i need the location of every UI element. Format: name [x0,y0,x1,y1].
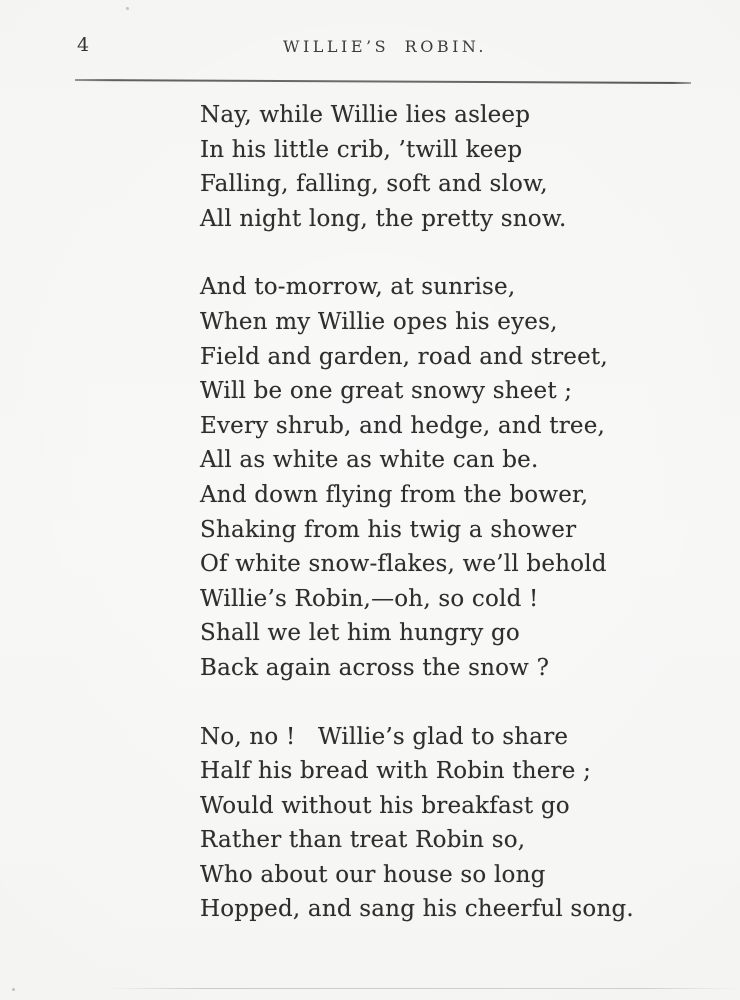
poem-line: And down flying from the bower, [200,481,589,508]
poem-line: When my Willie opes his eyes, [200,308,558,335]
poem [200,98,634,961]
poem-line: In his little crib, ’twill keep [200,136,523,163]
poem-line: No, no ! Willie’s glad to share [200,723,569,750]
scan-speckle [12,988,15,991]
poem-line: Half his bread with Robin there ; [200,758,592,785]
stanza [200,270,634,685]
poem-line: Will be one great snowy sheet ; [200,378,573,405]
poem-line: Of white snow-flakes, we’ll behold [200,551,607,578]
poem-line: Rather than treat Robin so, [200,827,526,854]
page-bottom-edge [108,988,740,989]
stanza [200,98,634,236]
stanza [200,720,634,928]
poem-line: Field and garden, road and street, [200,343,608,370]
poem-line: Would without his breakfast go [200,792,570,819]
poem-line: Nay, while Willie lies asleep [200,102,531,128]
poem-line: Hopped, and sang his cheerful song. [200,896,634,923]
header-rule [75,79,691,84]
poem-line: All night long, the pretty snow. [200,205,567,232]
poem-line: Who about our house so long [200,861,546,888]
poem-line: And to-morrow, at sunrise, [200,274,516,301]
poem-line: All as white as white can be. [200,447,539,474]
poem-line: Back again across the snow ? [200,654,550,681]
running-title: WILLIE’S ROBIN. [283,37,487,56]
scan-speckle [126,7,129,10]
page-number: 4 [77,34,90,56]
poem-line: Falling, falling, soft and slow, [200,171,548,198]
poem-line: Every shrub, and hedge, and tree, [200,412,606,439]
poem-line: Willie’s Robin,—oh, so cold ! [200,585,539,612]
poem-line: Shaking from his twig a shower [200,516,577,543]
poem-line: Shall we let him hungry go [200,620,520,647]
